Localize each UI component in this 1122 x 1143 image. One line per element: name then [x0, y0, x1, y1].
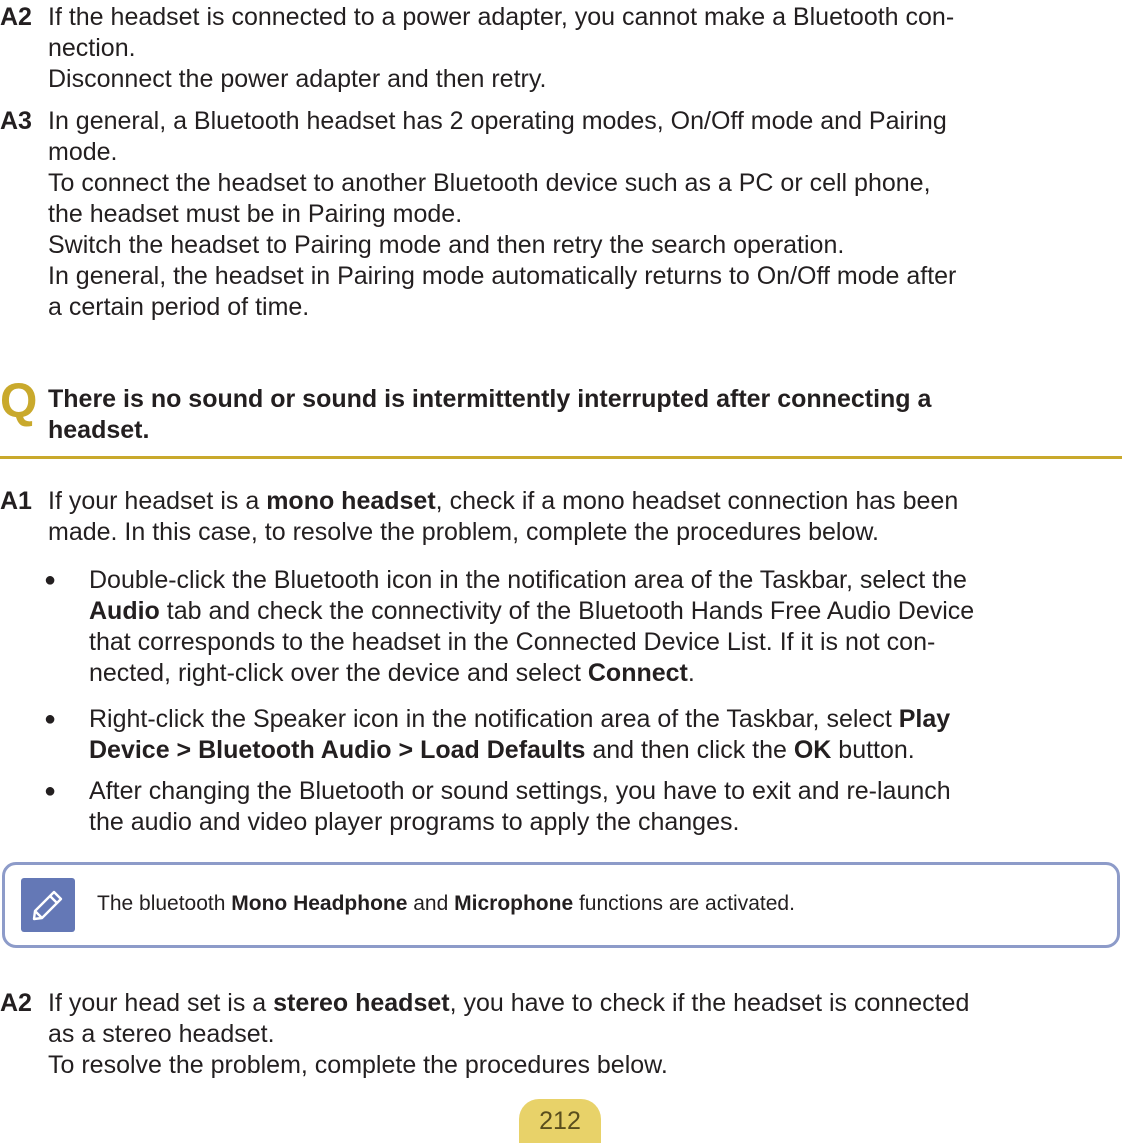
question-line: There is no sound or sound is intermittently interrupted after connecting a — [48, 385, 932, 413]
list-line: Double-click the Bluetooth icon in the notification area of the Taskbar, select the — [89, 566, 967, 594]
text-run: The bluetooth — [97, 892, 232, 915]
question-line: headset. — [48, 416, 150, 444]
answer-line: In general, a Bluetooth headset has 2 operating modes, On/Off mode and Pairing — [48, 107, 947, 135]
list-line: After changing the Bluetooth or sound settings, you have to exit and re-launch — [89, 777, 951, 805]
list-line — [89, 735, 1122, 766]
bold-term: OK — [793, 736, 832, 764]
bold-term: Microphone — [454, 892, 574, 915]
answer-line: nection. — [48, 34, 136, 62]
answer-line: as a stereo headset. — [48, 1020, 275, 1048]
answer-body — [48, 988, 1122, 1081]
note-text — [97, 891, 795, 917]
bold-term: Audio — [89, 597, 160, 625]
answer-label: A2 — [0, 3, 32, 31]
answer-line: Switch the headset to Pairing mode and then retry the search operation. — [48, 231, 845, 259]
text-run: , check if a mono headset connection has been — [435, 487, 959, 515]
question-divider — [0, 456, 1122, 459]
answer-label: A2 — [0, 989, 32, 1017]
bullet-icon: ● — [44, 708, 57, 730]
bullet-icon: ● — [44, 569, 57, 591]
list-line: that corresponds to the headset in the Connected Device List. If it is not con- — [89, 628, 936, 656]
answer-line: mode. — [48, 138, 118, 166]
list-item-text — [89, 565, 1122, 689]
answer-line: If the headset is connected to a power adapter, you cannot make a Bluetooth con- — [48, 3, 955, 31]
text-run: , you have to check if the headset is connected — [449, 989, 970, 1017]
answer-line: To resolve the problem, complete the procedures below. — [48, 1051, 668, 1079]
answer-line: made. In this case, to resolve the problem, complete the procedures below. — [48, 518, 880, 546]
bold-term: Mono Headphone — [231, 892, 408, 915]
bold-term: mono headset — [266, 487, 436, 515]
answer-line: Disconnect the power adapter and then retry. — [48, 65, 547, 93]
text-run: If your head set is a — [48, 989, 274, 1017]
bold-term: stereo headset — [273, 989, 450, 1017]
answer-label: A3 — [0, 107, 32, 135]
answer-body — [48, 486, 1122, 548]
text-run: functions are activated. — [573, 892, 795, 915]
text-run: If your headset is a — [48, 487, 267, 515]
question-mark-icon: Q — [0, 375, 38, 428]
list-line — [89, 658, 1122, 689]
answer-body — [48, 106, 1122, 323]
text-run: and then click the — [585, 736, 794, 764]
bullet-icon: ● — [44, 780, 57, 802]
answer-label: A1 — [0, 487, 32, 515]
bold-term: Connect — [587, 659, 688, 687]
text-run: . — [687, 659, 695, 687]
text-run: nected, right-click over the device and select — [89, 659, 588, 687]
answer-line: To connect the headset to another Bluetooth device such as a PC or cell phone, — [48, 169, 931, 197]
answer-line: In general, the headset in Pairing mode automatically returns to On/Off mode after — [48, 262, 957, 290]
answer-line — [48, 988, 1122, 1019]
text-run: button. — [831, 736, 915, 764]
text-run: Right-click the Speaker icon in the notification area of the Taskbar, select — [89, 705, 899, 733]
list-line: the audio and video player programs to apply the changes. — [89, 808, 740, 836]
list-item-text — [89, 776, 1122, 838]
text-run: tab and check the connectivity of the Bluetooth Hands Free Audio Device — [159, 597, 975, 625]
question-text — [48, 384, 931, 446]
answer-line: the headset must be in Pairing mode. — [48, 200, 463, 228]
note-box — [2, 862, 1120, 948]
list-line — [89, 704, 1122, 735]
answer-line — [48, 486, 1122, 517]
bold-term: Play — [898, 705, 951, 733]
text-run: and — [407, 892, 455, 915]
pencil-note-icon — [21, 878, 75, 932]
bold-term: Device > Bluetooth Audio > Load Defaults — [89, 736, 586, 764]
pencil-note-icon — [21, 878, 75, 932]
page-number: 212 — [519, 1099, 601, 1143]
answer-body — [48, 2, 1122, 95]
list-item-text — [89, 704, 1122, 766]
list-line — [89, 596, 1122, 627]
answer-line: a certain period of time. — [48, 293, 310, 321]
